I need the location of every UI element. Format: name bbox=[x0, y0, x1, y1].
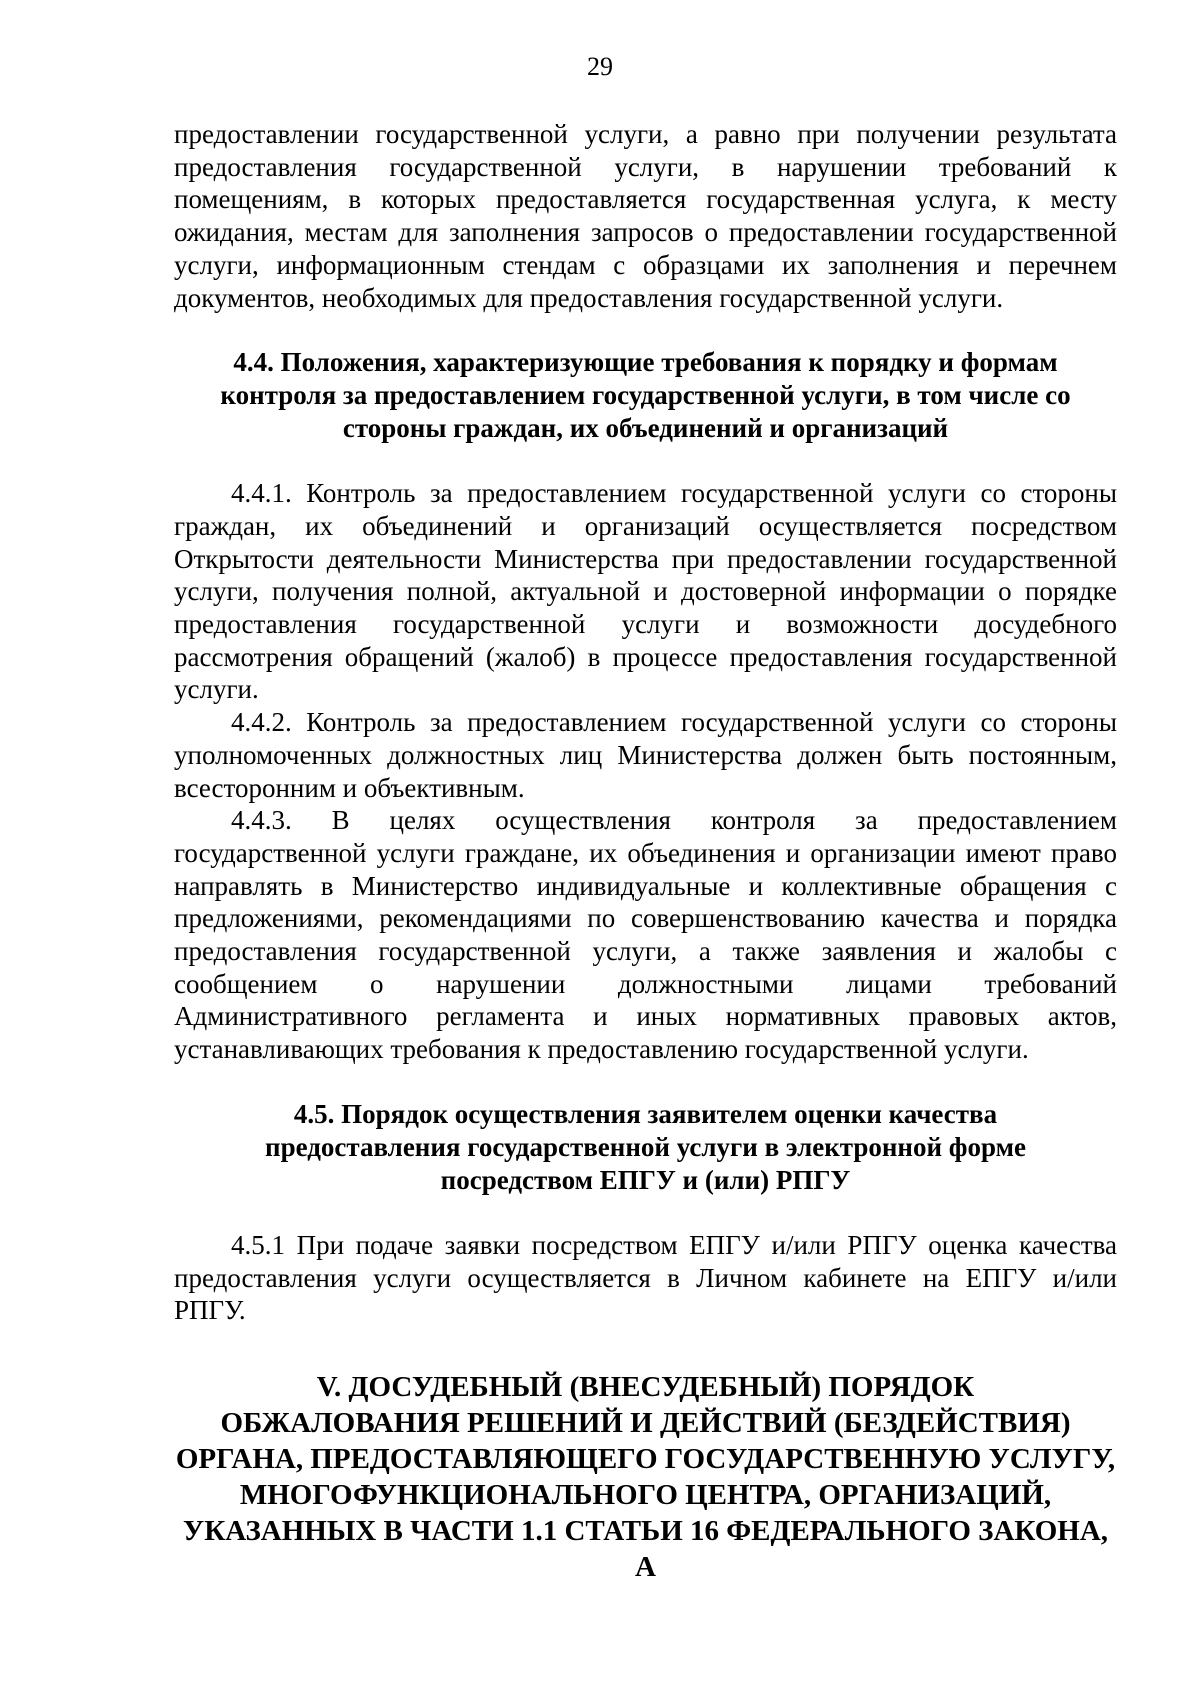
paragraph-4-5-1: 4.5.1 При подаче заявки посредством ЕПГУ и/или РПГУ оценка качества предоставления услуги осуществляется в Личном кабинете на ЕПГУ и/или РПГУ. bbox=[174, 1229, 1117, 1326]
paragraph-4-4-1: 4.4.1. Контроль за предоставлением государственной услуги со стороны граждан, их объединений и организаций осуществляется посредством Открытости деятельности Министерства при предоставлении государственной услуги, получения полной, актуальной и достоверной информации о порядке предоставления государственной услуги и возможности досудебного рассмотрения обращений (жалоб) в процессе предоставления государственной услуги. bbox=[174, 478, 1117, 705]
chapter-line: ОБЖАЛОВАНИЯ РЕШЕНИЙ И ДЕЙСТВИЙ (БЕЗДЕЙСТВИЯ) bbox=[220, 1406, 1071, 1439]
page-number: 29 bbox=[587, 52, 613, 81]
section-heading-4-4 bbox=[174, 346, 1117, 445]
paragraph-4-4-3: 4.4.3. В целях осуществления контроля за предоставлением государственной услуги граждане, их объединения и организации имеют право направлять в Министерство индивидуальные и коллективные обращения с предложениями, рекомендациями по совершенствованию качества и порядка предоставления государственной услуги, а также заявления и жалобы с сообщением о нарушении должностными лицами требований Административного регламента и иных нормативных правовых актов, устанавливающих требования к предоставлению государственной услуги. bbox=[174, 805, 1117, 1065]
heading-line: 4.5. Порядок осуществления заявителем оценки качества bbox=[293, 1098, 998, 1129]
chapter-line: ОРГАНА, ПРЕДОСТАВЛЯЮЩЕГО ГОСУДАРСТВЕННУЮ УСЛУГУ, bbox=[175, 1442, 1116, 1475]
heading-line: предоставления государственной услуги в электронной форме bbox=[265, 1131, 1026, 1162]
heading-line: стороны граждан, их объединений и организаций bbox=[342, 413, 949, 444]
chapter-line: МНОГОФУНКЦИОНАЛЬНОГО ЦЕНТРА, ОРГАНИЗАЦИЙ, bbox=[239, 1478, 1052, 1511]
document-body bbox=[174, 118, 1117, 1585]
chapter-line: V. ДОСУДЕБНЫЙ (ВНЕСУДЕБНЫЙ) ПОРЯДОК bbox=[316, 1370, 975, 1403]
paragraph-continuation: предоставлении государственной услуги, а равно при получении результата предоставления государственной услуги, в нарушении требований к помещениям, в которых предоставляется государственная услуга, к месту ожидания, местам для заполнения запросов о предоставлении государственной услуги, информационным стендам с образцами их заполнения и перечнем документов, необходимых для предоставления государственной услуги. bbox=[174, 119, 1117, 313]
section-heading-4-5 bbox=[174, 1098, 1117, 1197]
heading-line: контроля за предоставлением государственной услуги, в том числе со bbox=[220, 380, 1071, 411]
chapter-heading-v bbox=[174, 1369, 1117, 1585]
heading-line: посредством ЕПГУ и (или) РПГУ bbox=[440, 1164, 851, 1195]
paragraph-4-4-2: 4.4.2. Контроль за предоставлением государственной услуги со стороны уполномоченных должностных лиц Министерства должен быть постоянным, всесторонним и объективным. bbox=[174, 707, 1117, 803]
heading-line: 4.4. Положения, характеризующие требования к порядку и формам bbox=[233, 347, 1058, 378]
chapter-line: УКАЗАННЫХ В ЧАСТИ 1.1 СТАТЬИ 16 ФЕДЕРАЛЬНОГО ЗАКОНА, А bbox=[182, 1514, 1109, 1583]
